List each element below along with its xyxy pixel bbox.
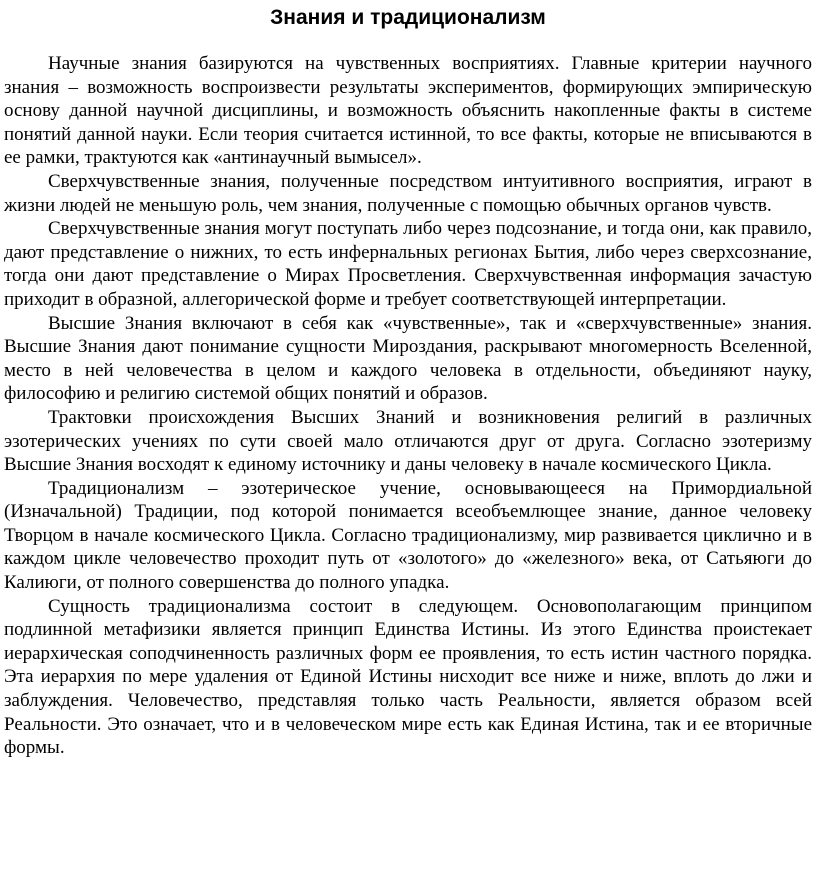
- paragraph-higher-knowledge: Высшие Знания включают в себя как «чувственные», так и «сверхчувственные» знания. Высшие Знания дают понимание сущности Мироздания, раскрывают многомерность Вселенной, место в ней человечества в целом и каждого человека в отдельности, объединяют науку, философию и религию системой общих понятий и образов.: [4, 312, 812, 405]
- document-body: [4, 52, 812, 760]
- page-title: Знания и традиционализм: [270, 6, 546, 29]
- paragraph-traditionalism-definition: Традиционализм – эзотерическое учение, основывающееся на Примордиальной (Изначальной) Традиции, под которой понимается всеобъемлющее знание, данное человеку Творцом в начале космического Цикла. Согласно традиционализму, мир развивается циклично и в каждом цикле человечество проходит путь от «золотого» до «железного» века, от Сатьяюги до Калиюги, от полного совершенства до полного упадка.: [4, 477, 812, 594]
- paragraph-subconscious-superconscious: Сверхчувственные знания могут поступать либо через подсознание, и тогда они, как правило, дают представление о нижних, то есть инфернальных регионах Бытия, либо через сверхсознание, тогда они дают представление о Мирах Просветления. Сверхчувственная информация зачастую приходит в образной, аллегорической форме и требует соответствующей интерпретации.: [4, 218, 812, 310]
- paragraph-supersensory-knowledge: Сверхчувственные знания, полученные посредством интуитивного восприятия, играют в жизни людей не меньшую роль, чем знания, полученные с помощью обычных органов чувств.: [4, 170, 812, 216]
- paragraph-essence-of-traditionalism: Сущность традиционализма состоит в следующем. Основополагающим принципом подлинной метафизики является принцип Единства Истины. Из этого Единства проистекает иерархическая соподчиненность различных форм ее проявления, то есть истин частного порядка. Эта иерархия по мере удаления от Единой Истины нисходит все ниже и ниже, вплоть до лжи и заблуждения. Человечество, представляя только часть Реальности, является образом всей Реальности. Это означает, что и в человеческом мире есть как Единая Истина, так и ее вторичные формы.: [4, 595, 812, 759]
- paragraph-origins-interpretations: Трактовки происхождения Высших Знаний и возникновения религий в различных эзотерических учениях по сути своей мало отличаются друг от друга. Согласно эзотеризму Высшие Знания восходят к единому источнику и даны человеку в начале космического Цикла.: [4, 406, 812, 476]
- paragraph-scientific-knowledge: Научные знания базируются на чувственных восприятиях. Главные критерии научного знания – возможность воспроизвести результаты экспериментов, формирующих эмпирическую основу данной научной дисциплины, и возможность объяснить накопленные факты в системе понятий данной науки. Если теория считается истинной, то все факты, которые не вписываются в ее рамки, трактуются как «антинаучный вымысел».: [4, 53, 812, 169]
